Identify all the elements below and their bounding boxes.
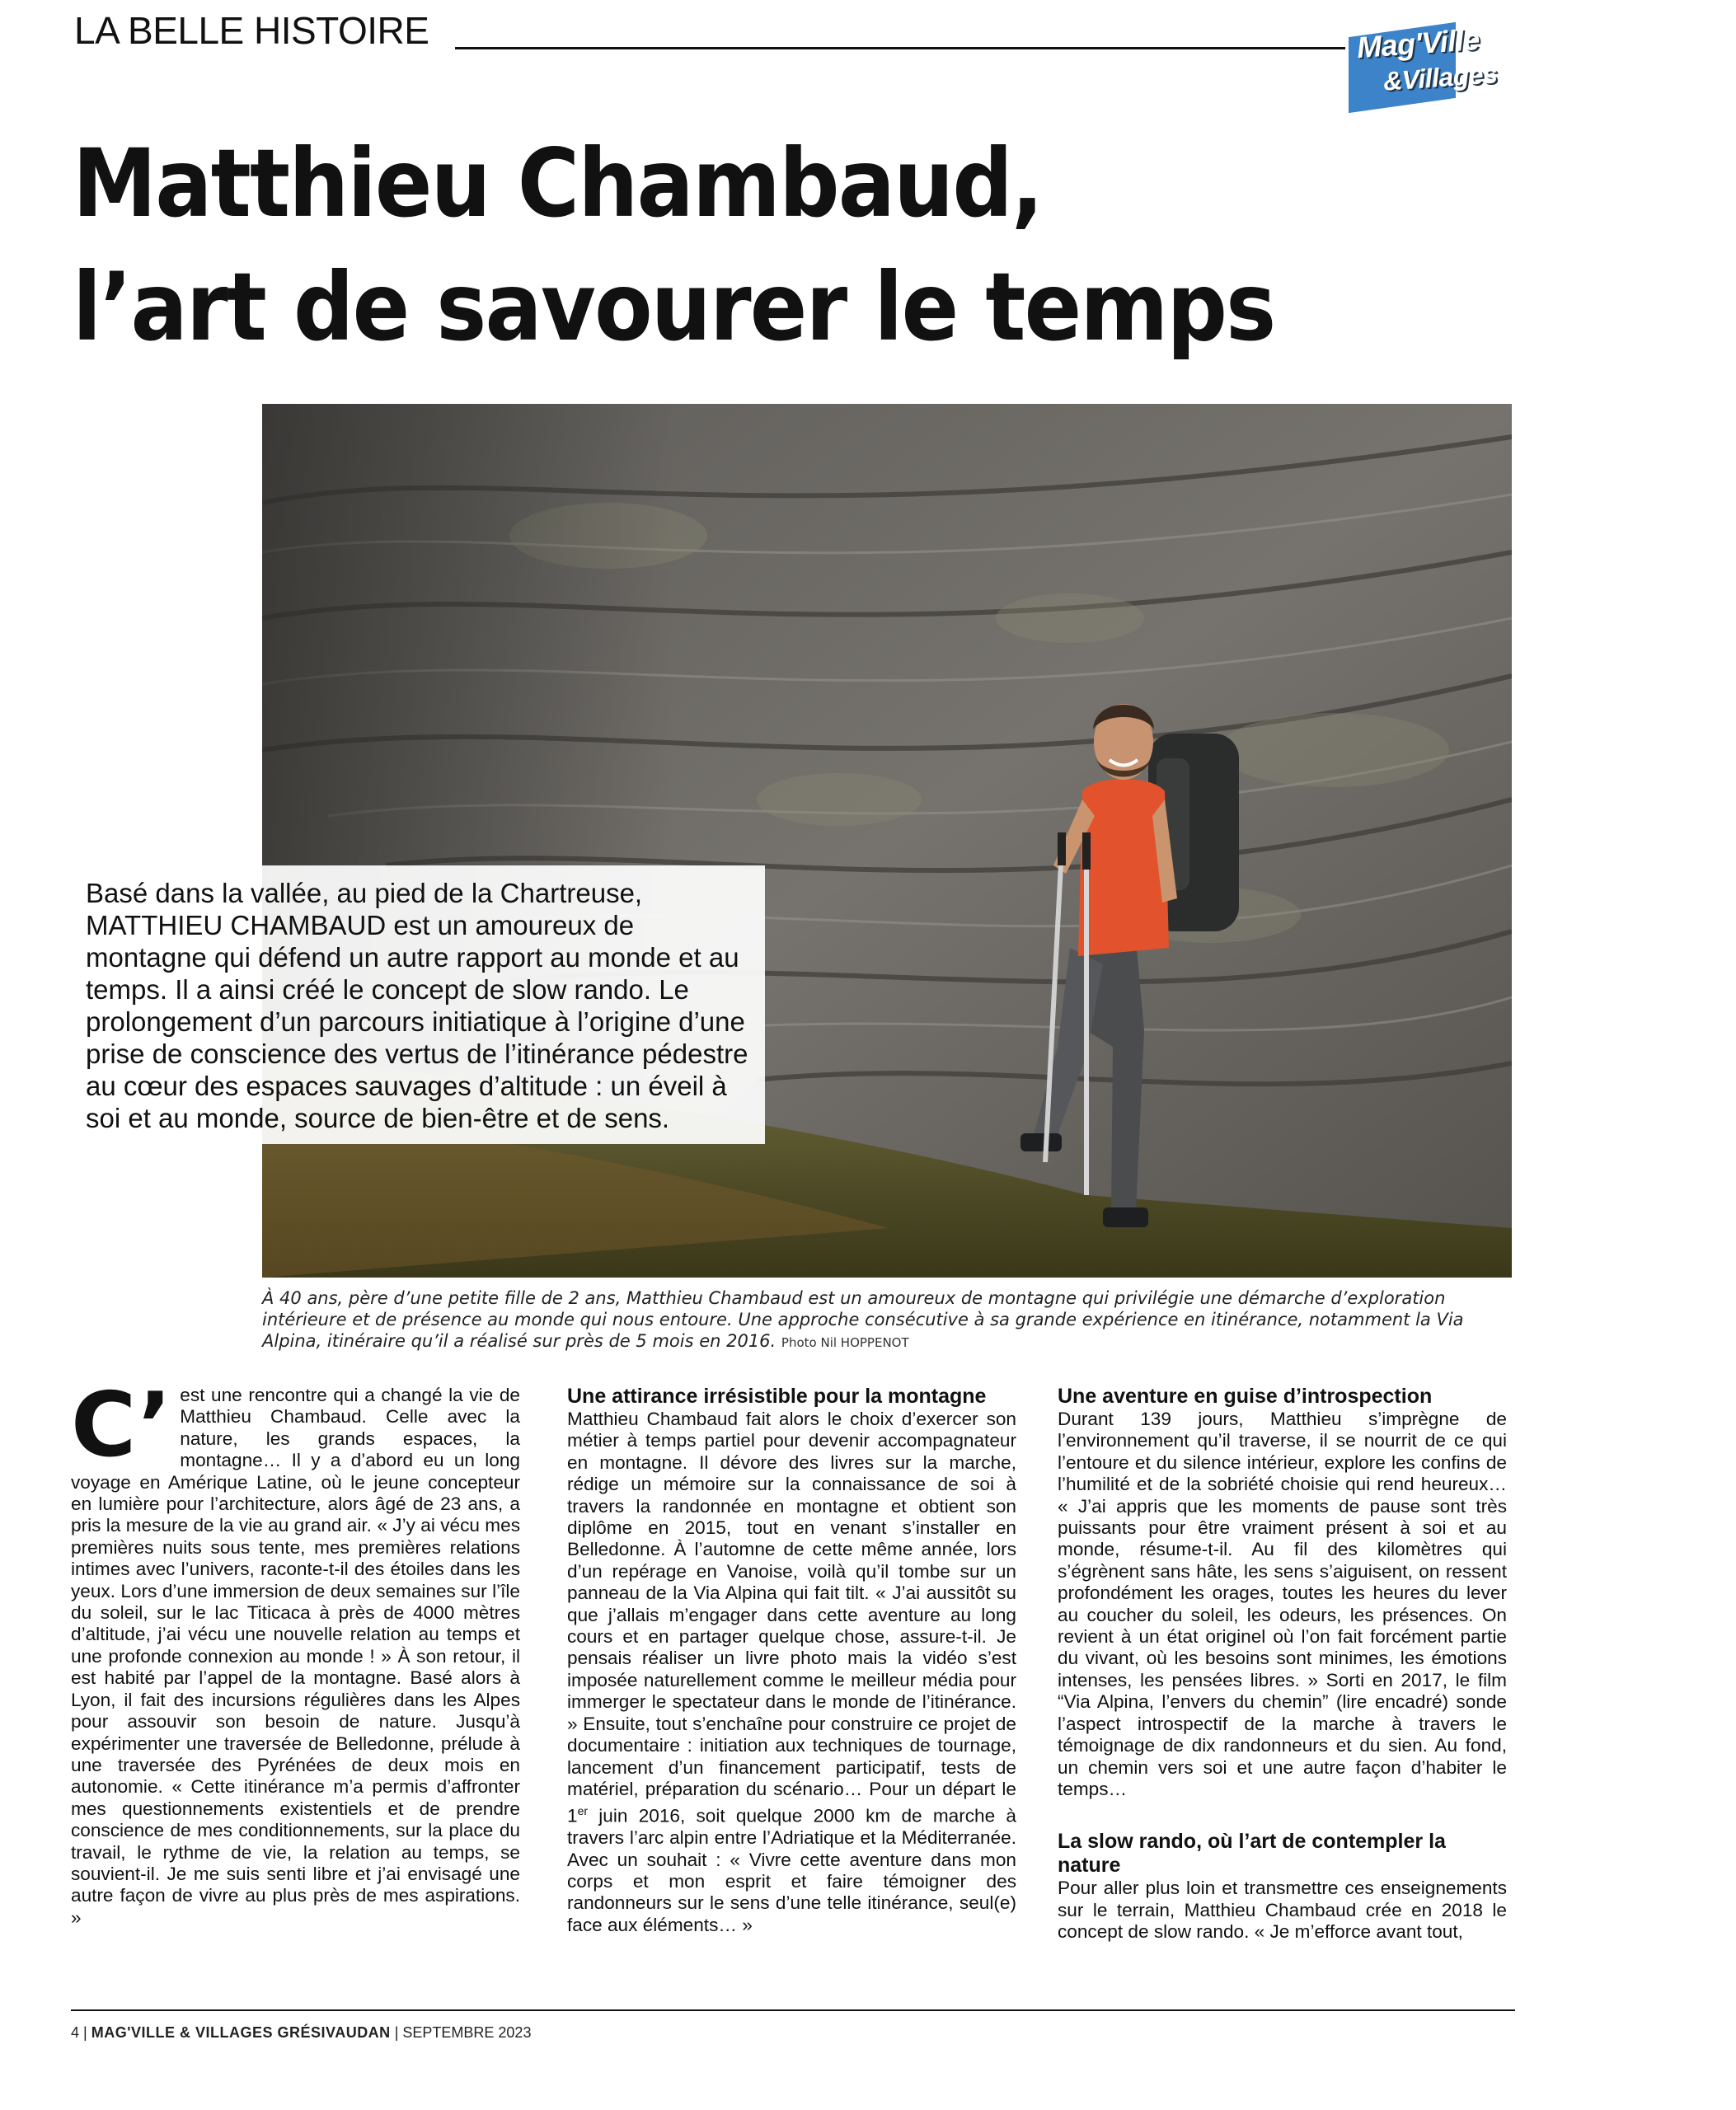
magazine-name: MAG'VILLE & VILLAGES GRÉSIVAUDAN: [91, 2024, 391, 2041]
column-1-text: est une rencontre qui a changé la vie de Matthieu Chambaud. Celle avec la nature, les grands espaces, la montagne… Il y a d’abord eu un long voyage en Amérique Latine, où le jeune concepteur en lumière pour l’architecture, alors âgé de 23 ans, a pris la mesure de la vie au grand air. « J’y ai vécu mes premières nuits sous tente, mes premières relations intimes avec l’univers, raconte-t-il des étoiles dans les yeux. Lors d’une immersion de deux semaines sur l’île du soleil, sur le lac Titicaca à près de 4000 mètres d’altitude, j’ai vécu une nouvelle relation au temps et une profonde connexion au monde ! » À son retour, il est habité par l’appel de la montagne. Basé alors à Lyon, il fait des incursions régulières dans les Alpes pour assouvir son besoin de nature. Jusqu’à expérimenter une traversée de Belledonne, prélude à une traversée des Pyrénées de deux mois en autonomie. « Cette itinérance m’a permis d’affronter mes questionnements existentiels et de prendre conscience de mes conditionnements, sur la place du travail, le rythme de vie, la relation au temps, se souvient-il. Je me suis senti libre et j’ai envisagé une autre façon de vivre au plus près de mes aspirations. »: [71, 1385, 520, 1928]
article-title: [73, 122, 1482, 369]
issue-date: SEPTEMBRE 2023: [402, 2024, 532, 2041]
subheading-introspection: Une aventure en guise d’introspection: [1058, 1385, 1433, 1408]
column-3-text-2: Pour aller plus loin et transmettre ces enseignements sur le terrain, Matthieu Chambaud crée en 2018 le concept de slow rando. « Je m’efforce avant tout,: [1058, 1878, 1507, 1943]
footer-separator: |: [83, 2024, 91, 2041]
intro-lead: Basé dans la vallée, au pied de la Chartreuse, MATTHIEU CHAMBAUD est un amoureux de montagne qui défend un autre rapport au monde et au temps. Il a ainsi créé le concept de slow rando. Le prolongement d’un parcours initiatique à l’origine d’une prise de conscience des vertus de l’itinérance pédestre au cœur des espaces sauvages d’altitude : un éveil à soi et au monde, source de bien-être et de sens.: [71, 865, 765, 1144]
footer-rule: [71, 2009, 1515, 2011]
photo-credit: Photo Nil HOPPENOT: [781, 1335, 909, 1350]
column-2-text-part-b: juin 2016, soit quelque 2000 km de marche à travers l’arc alpin entre l’Adriatique et la Méditerranée. Avec un souhait : « Vivre cette aventure dans mon corps et mon esprit et faire témoigner des randonneurs sur le sens d’une telle itinérance, seul(e) face aux éléments… »: [567, 1805, 1016, 1935]
logo-text-line1: Mag'Ville: [1355, 21, 1480, 65]
article-column-3: [1058, 1385, 1507, 1944]
column-3-text-1: Durant 139 jours, Matthieu s’imprègne de l’environnement qu’il traverse, il se nourrit de ce qui l’entoure et du silence intérieur, explore les confins de l’humilité et de la sobriété choisie qui rend heureux… « J’ai appris que les moments de pause sont très puissants pour être vraiment présent à soi et au monde, résume-t-il. Au fil des kilomètres qui s’égrènent sans hâte, les sens s’aiguisent, on ressent profondément les orages, toutes les heures du lever au coucher du soleil, les odeurs, les présences. On revient à un état originel où l’on fait forcément partie du vivant, où les besoins sont minimes, les émotions intenses, les pensées libres. » Sorti en 2017, le film “Via Alpina, l’envers du chemin” (lire encadré) sonde l’aspect introspectif de la marche à travers le témoignage de dix randonneurs et du sien. Au fond, un chemin vers soi et une autre façon d’habiter le temps…: [1058, 1409, 1507, 1799]
subheading-slow-rando: La slow rando, où l’art de contempler la nature: [1058, 1830, 1446, 1878]
article-column-2: [567, 1385, 1016, 1936]
magazine-logo: [1349, 21, 1502, 115]
hiker-photo: [262, 404, 1512, 1278]
header-rule: [455, 47, 1345, 49]
column-2-text: [567, 1409, 1016, 1936]
page-footer: [71, 2024, 531, 2042]
photo-caption: [262, 1287, 1515, 1353]
footer-separator: |: [394, 2024, 403, 2041]
caption-text: À 40 ans, père d’une petite fille de 2 ans, Matthieu Chambaud est un amoureux de montagne qui privilégie une démarche d’exploration intérieure et de présence au monde qui nous entoure. Une approche consécutive à sa grande expérience en itinérance, notamment la Via Alpina, itinéraire qu’il a réalisé sur près de 5 mois en 2016.: [262, 1288, 1464, 1351]
superscript-er: er: [577, 1804, 589, 1818]
section-label: LA BELLE HISTOIRE: [74, 9, 429, 52]
page-number: 4: [71, 2024, 80, 2041]
drop-cap: C’: [71, 1374, 171, 1477]
column-2-text-part-a: Matthieu Chambaud fait alors le choix d’exercer son métier à temps partiel pour devenir accompagnateur en montagne. Il dévore des livres sur la marche, rédige un mémoire sur la connaissance de soi à travers la randonnée en montagne et obtient son diplôme en 2015, tout en venant s’installer en Belledonne. À l’automne de cette même année, lors d’un repérage en Vanoise, voilà qu’il tombe sur un panneau de la Via Alpina qui fait tilt. « J’ai aussitôt su que j’allais m’engager dans cette aventure au long cours et en partager quelque chose, assure-t-il. Je pensais réaliser un livre photo mais la vidéo s’est imposée naturellement comme le meilleur média pour immerger le spectateur dans le monde de l’itinérance. » Ensuite, tout s’enchaîne pour construire ce projet de documentaire : initiation aux techniques de tournage, lancement d’un financement participatif, tests de matériel, préparation du scénario… Pour un départ le 1: [567, 1409, 1016, 1826]
article-column-1: [71, 1374, 520, 1929]
subheading-attirance: Une attirance irrésistible pour la montagne: [567, 1385, 987, 1408]
hiker-photo-illustration: [262, 404, 1512, 1278]
title-line-1: Matthieu Chambaud,: [73, 129, 1043, 238]
title-line-2: l’art de savourer le temps: [73, 252, 1275, 362]
logo-text-line2: &Villages: [1382, 59, 1499, 96]
